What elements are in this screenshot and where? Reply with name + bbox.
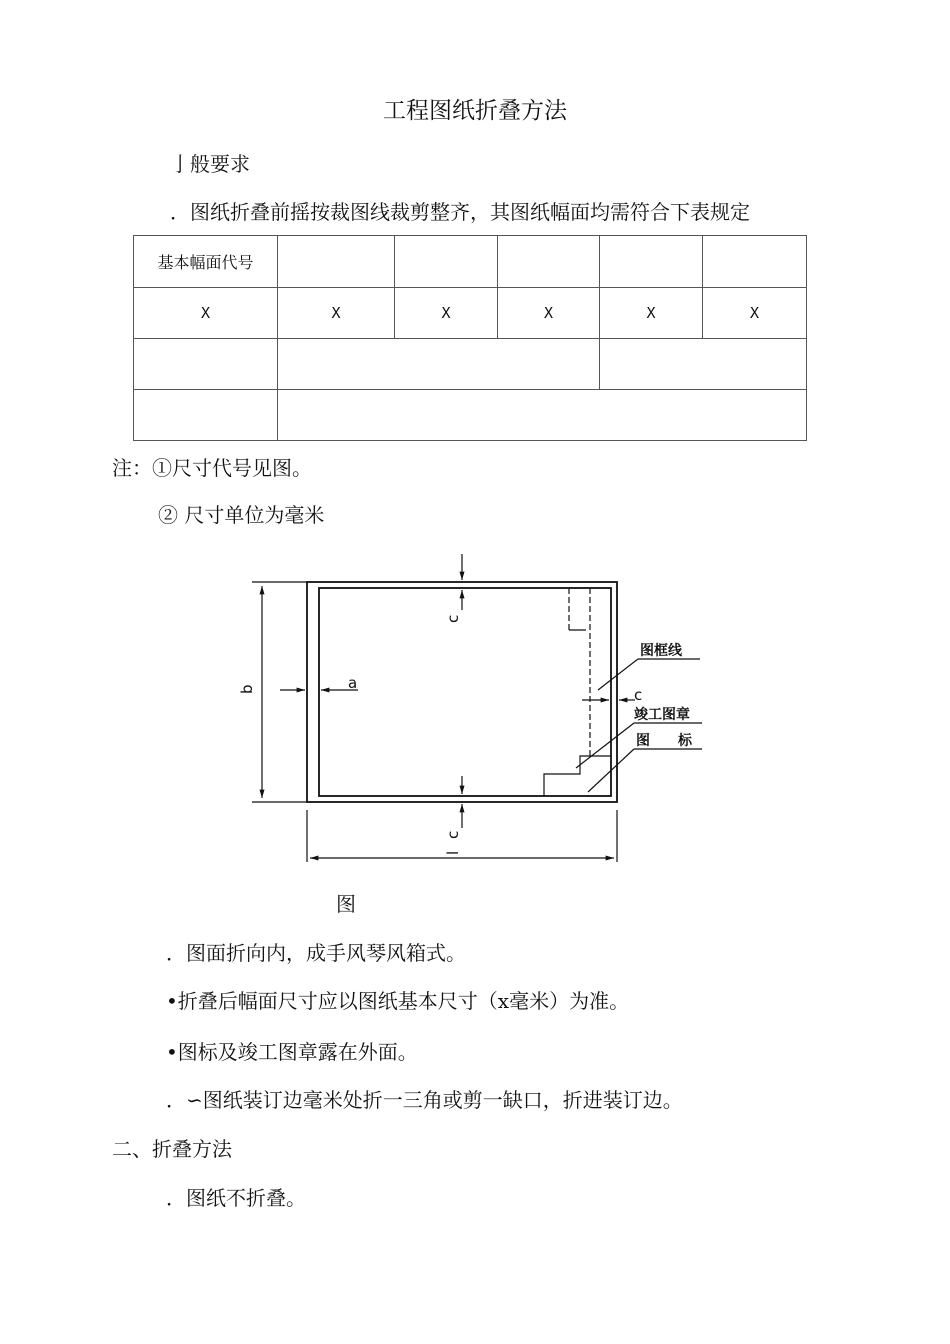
size-spec-table: [133, 235, 807, 441]
dim-label-l: l: [444, 850, 462, 855]
dim-label-a: a: [348, 674, 358, 692]
table-cell: [278, 390, 807, 441]
paragraph-item-2: ．图面折向内，成手风琴风箱式。: [166, 941, 466, 965]
paragraph-item-4: •图标及竣工图章露在外面。: [166, 1040, 418, 1064]
document-title: 工程图纸折叠方法: [383, 98, 567, 124]
frame-line: [319, 588, 611, 796]
section-heading-folding-method: 二、折叠方法: [112, 1137, 232, 1161]
note-2: ② 尺寸单位为毫米: [158, 503, 325, 527]
table-cell: X: [703, 288, 807, 339]
paragraph-item-3: •折叠后幅面尺寸应以图纸基本尺寸（x毫米）为准。: [166, 989, 630, 1013]
section-heading-general: 亅般要求: [170, 152, 250, 176]
paragraph-item-1: ．图纸折叠前摇按裁图线裁剪整齐，其图纸幅面均需符合下表规定: [170, 200, 750, 224]
label-title-block: 图 标: [636, 733, 692, 749]
dim-label-c-top: c: [444, 614, 462, 623]
table-cell: [278, 236, 395, 288]
table-cell: [600, 339, 807, 390]
paragraph-item-5: ．∽图纸装订边毫米处折一三角或剪一缺口，折进装订边。: [166, 1088, 683, 1112]
table-cell: X: [134, 288, 278, 339]
dim-label-b: b: [238, 684, 256, 694]
table-cell: [703, 236, 807, 288]
table-cell: X: [278, 288, 395, 339]
table-cell: [278, 339, 600, 390]
table-cell: [134, 339, 278, 390]
table-cell: [134, 390, 278, 441]
label-completion-stamp: 竣工图章: [634, 707, 690, 723]
drawing-frame-diagram: [240, 548, 720, 878]
table-cell: X: [395, 288, 498, 339]
dim-label-c-bottom: c: [444, 830, 462, 839]
paragraph-item-6: ．图纸不折叠。: [166, 1186, 306, 1210]
table-cell: [395, 236, 498, 288]
table-cell: [600, 236, 703, 288]
table-cell: X: [498, 288, 600, 339]
label-frame-line: 图框线: [640, 643, 682, 659]
table-header-label: 基本幅面代号: [134, 236, 278, 288]
table-cell: X: [600, 288, 703, 339]
table-cell: [498, 236, 600, 288]
figure-caption: 图: [336, 892, 356, 916]
dim-label-c-right: c: [634, 686, 643, 704]
note-1: 注：①尺寸代号见图。: [112, 456, 312, 480]
sheet-border: [307, 582, 617, 802]
